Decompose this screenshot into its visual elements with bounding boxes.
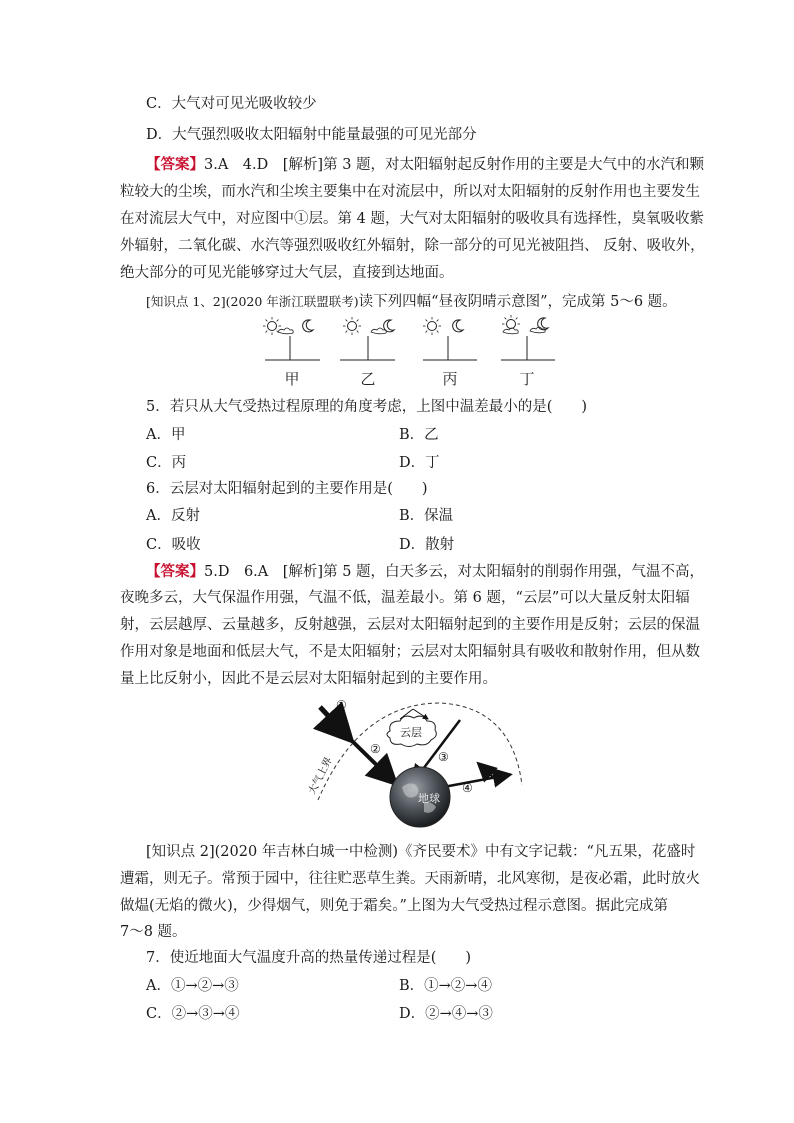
answer-56-line-3: 作用对象是地面和低层大气，不是太阳辐射；云层对太阳辐射具有吸收和散射作用，但从数 [120, 644, 700, 660]
q5-option-a: A．甲 [146, 427, 186, 443]
q5-option-b: B．乙 [399, 427, 439, 443]
q6-option-d: D．散射 [399, 537, 455, 553]
q6-option-b: B．保温 [399, 508, 454, 524]
intro-78-line-0: [知识点 2](2020 年吉林白城一中检测)《齐民要术》中有文字记载：“凡五果，花盛时 [146, 844, 696, 860]
panel-ding [501, 315, 555, 360]
answer-56-line-0: 【答案】5.D 6.A [解析]第 5 题，白天多云，对太阳辐射的削弱作用强，气温不高， [146, 563, 705, 580]
answer-56-line-1: 夜晚多云，大气保温作用强，气温不低，温差最小。第 6 题，“云层”可以大量反射太阳辐 [120, 590, 690, 606]
sun-icon [423, 317, 441, 335]
mark-2: ② [370, 742, 381, 756]
answer-34-line-0: 【答案】3.A 4.D [解析]第 3 题，对太阳辐射起反射作用的主要是大气中的水汽和颗 [146, 156, 705, 173]
q5-option-d: D．丁 [399, 455, 440, 471]
intro-78-line-3: 7～8 题。 [120, 924, 187, 940]
panel-bing [423, 317, 477, 360]
q7-option-b: B．①→②→④ [399, 978, 492, 994]
mark-3: ③ [438, 750, 449, 764]
q7-option-a: A．①→②→③ [146, 978, 239, 994]
earth-label: 地球 [418, 792, 440, 805]
q6-stem: 6．云层对太阳辐射起到的主要作用是( ) [146, 481, 428, 497]
answer-34-line-4: 绝大部分的可见光能够穿过大气层，直接到达地面。 [120, 265, 454, 281]
cloud-layer-label: 云层 [400, 726, 422, 739]
arrow-4-branch [480, 765, 495, 779]
atmosphere-top-label: 大气上界 [306, 755, 335, 797]
answer-56-line-2: 射，云层越厚、云量越多，反射越强，云层对太阳辐射起到的主要作用是反射；云层的保温 [120, 617, 700, 633]
label-ding: 丁 [519, 370, 535, 388]
q7-option-d: D．②→④→③ [399, 1006, 493, 1022]
atmosphere-heating-figure [290, 695, 530, 830]
q7-option-c: C．②→③→④ [146, 1006, 240, 1022]
cloud-icon [503, 328, 518, 334]
q4-option-d: D．大气强烈吸收太阳辐射中能量最强的可见光部分 [146, 127, 477, 143]
label-jia: 甲 [284, 370, 300, 388]
moon-icon [538, 318, 548, 330]
mark-1: ① [336, 698, 347, 712]
answer-34-line-3: 外辐射，二氧化碳、水汽等强烈吸收红外辐射，除一部分的可见光被阻挡、 反射、吸收外， [120, 238, 705, 254]
answer-34-line-1: 粒较大的尘埃，而水汽和尘埃主要集中在对流层中，所以对太阳辐射的反射作用也主要发生 [120, 184, 700, 200]
day-night-figure [255, 312, 565, 392]
sun-icon [502, 315, 520, 329]
q5-stem: 5．若只从大气受热过程原理的角度考虑，上图中温差最小的是( ) [146, 399, 588, 415]
answer-tag: 【答案】 [146, 156, 204, 173]
moon-icon [453, 320, 463, 332]
answer-34-line-2: 在对流层大气中，对应图中①层。第 4 题，大气对太阳辐射的吸收具有选择性，臭氧吸收紫 [120, 211, 704, 227]
label-bing: 丙 [442, 370, 458, 388]
q4-option-c: C．大气对可见光吸收较少 [146, 96, 317, 112]
moon-icon [303, 320, 313, 332]
sun-icon [343, 317, 361, 335]
cloud-icon [278, 328, 293, 334]
q7-stem: 7．使近地面大气温度升高的热量传递过程是( ) [146, 950, 472, 966]
q6-option-c: C．吸收 [146, 537, 201, 553]
panel-yi [340, 317, 395, 360]
intro-56: [知识点 1、2](2020 年浙江联盟联考)读下列四幅“昼夜阴晴示意图”，完成第 5～6 题。 [146, 294, 677, 310]
intro-78-line-1: 遭霜，则无子。常预于园中，往往贮恶草生粪。天雨新晴，北风寒彻，是夜必霜，此时放火 [120, 871, 700, 887]
panel-jia [263, 317, 320, 360]
answer-56-line-4: 量上比反射小，因此不是云层对太阳辐射起到的主要作用。 [120, 671, 497, 687]
q5-option-c: C．丙 [146, 455, 187, 471]
moon-icon [384, 320, 394, 332]
intro-78-line-2: 做煴(无焰的微火)，少得烟气，则免于霜矣。”上图为大气受热过程示意图。据此完成第 [120, 898, 668, 914]
label-yi: 乙 [360, 370, 376, 388]
mark-4: ④ [462, 781, 473, 795]
q6-option-a: A．反射 [146, 508, 200, 524]
answer-tag: 【答案】 [146, 563, 204, 580]
